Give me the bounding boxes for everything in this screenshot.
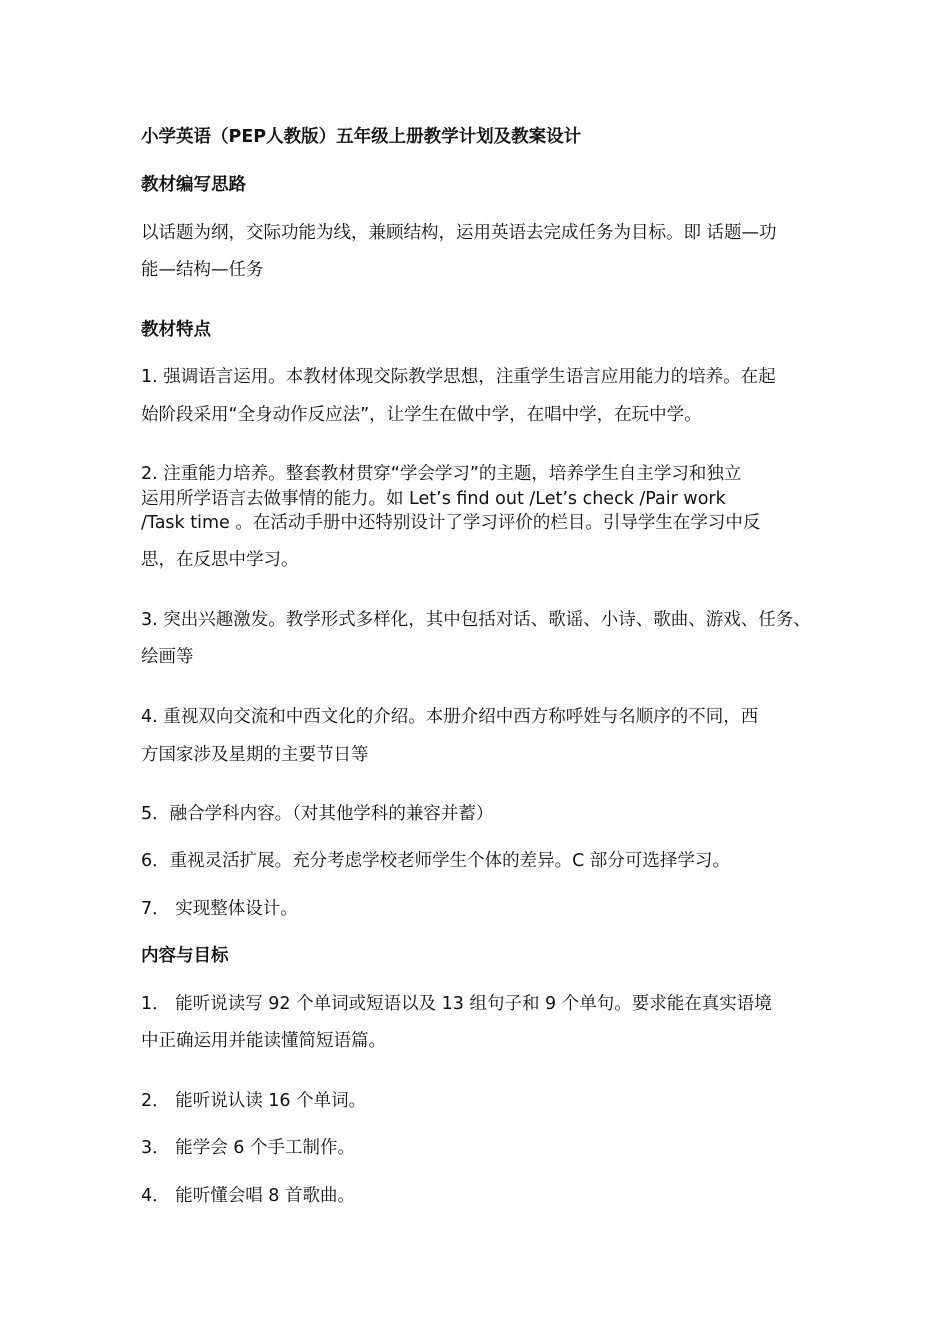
section-heading-approach: 教材编写思路 <box>141 175 246 195</box>
feature-item-7: 7． 实现整体设计。 <box>141 899 298 919</box>
feature-item-1-line: 始阶段采用“全身动作反应法”，让学生在做中学，在唱中学，在玩中学。 <box>141 405 702 425</box>
feature-item-2-line: /Task time 。在活动手册中还特别设计了学习评价的栏目。引导学生在学习中反 <box>141 513 761 533</box>
section-heading-features: 教材特点 <box>141 320 211 340</box>
goal-item-1-line: 1． 能听说读写 92 个单词或短语以及 13 组句子和 9 个单句。要求能在真实语境 <box>141 994 772 1014</box>
feature-item-2-line: 思，在反思中学习。 <box>141 550 299 570</box>
feature-item-5: 5．融合学科内容。（对其他学科的兼容并蓄） <box>141 804 494 824</box>
paragraph-line: 能—结构—任务 <box>141 260 264 280</box>
document-title: 小学英语（PEP人教版）五年级上册教学计划及教案设计 <box>141 127 582 147</box>
feature-item-2-line: 2. 注重能力培养。整套教材贯穿“学会学习”的主题，培养学生自主学习和独立 <box>141 464 742 484</box>
feature-item-1-line: 1. 强调语言运用。本教材体现交际教学思想，注重学生语言应用能力的培养。在起 <box>141 367 776 387</box>
feature-item-3-line: 绘画等 <box>141 647 194 667</box>
feature-item-4-line: 4. 重视双向交流和中西文化的介绍。本册介绍中西方称呼姓与名顺序的不同，西 <box>141 707 759 727</box>
goal-item-3: 3． 能学会 6 个手工制作。 <box>141 1138 355 1158</box>
paragraph-line: 以话题为纲，交际功能为线，兼顾结构，运用英语去完成任务为目标。即 话题—功 <box>141 223 777 243</box>
feature-item-2-line: 运用所学语言去做事情的能力。如 Let’s find out /Let’s check /Pair work <box>141 489 726 509</box>
feature-item-4-line: 方国家涉及星期的主要节日等 <box>141 745 369 765</box>
goal-item-1-line: 中正确运用并能读懂简短语篇。 <box>141 1031 386 1051</box>
goal-item-4: 4． 能听懂会唱 8 首歌曲。 <box>141 1186 355 1206</box>
section-heading-goals: 内容与目标 <box>141 946 229 966</box>
goal-item-2: 2． 能听说认读 16 个单词。 <box>141 1091 367 1111</box>
feature-item-3-line: 3. 突出兴趣激发。教学形式多样化，其中包括对话、歌谣、小诗、歌曲、游戏、任务、 <box>141 610 811 630</box>
feature-item-6: 6．重视灵活扩展。充分考虑学校老师学生个体的差异。C 部分可选择学习。 <box>141 851 730 871</box>
